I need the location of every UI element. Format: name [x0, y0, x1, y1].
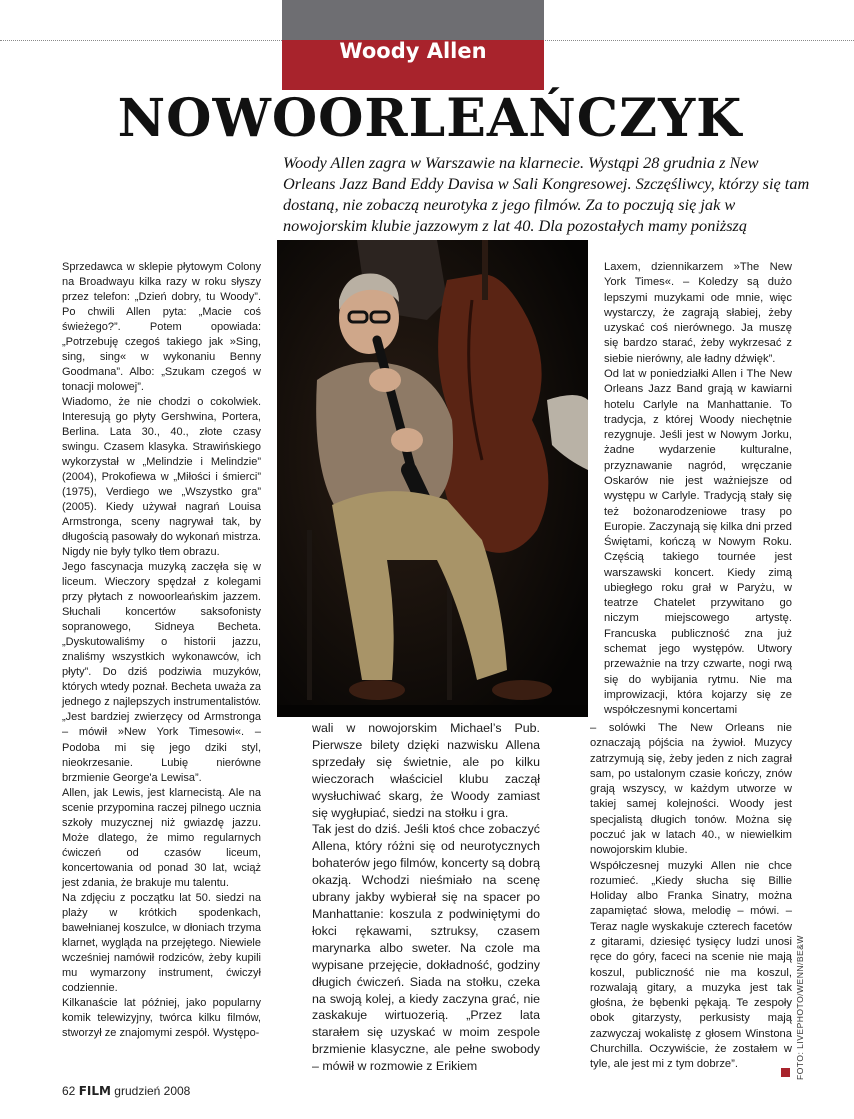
- column-1: [62, 260, 261, 1041]
- photo-credit: FOTO: LIVEPHOTO/WENN/BE&W: [795, 935, 805, 1080]
- paragraph: Laxem, dziennikarzem »The New York Times«. – Koledzy są dużo lepszymi muzykami ode mnie, więc wystarczy, że zagrają słabiej, żeby uzyskać coś nierównego. Ja muszę się bardzo starać, żeby wykrzesać z siebie nierówny, ale ładny dźwięk”.: [604, 261, 792, 365]
- column-3-bottom: [590, 721, 792, 1072]
- article-photo: [277, 240, 588, 717]
- article-title: NOWOORLEAŃCZYK: [117, 88, 743, 149]
- paragraph: Tak jest do dziś. Jeśli ktoś chce zobaczyć Allena, który różni się od neurotycznych bohaterów jego filmów, koncerty są dobrą okazją. Wchodzi nieśmiało na scenę ubrany jakby wybierał się na spacer po Manhattanie: koszula z podwiniętymi do łokci rękawami, sztruksy, czasem marynarka albo sweter. Na czole ma wypisane przejęcie, dokładność, godziny długich ćwiczeń. Siada na stołku, czeka na swoją kolej, a kiedy zaczyna grać, nie zaskakuje wirtuozerią. „Przez lata starałem się uzyskać w moim zespole brzmienie klasyczne, ale pełne swobody – mówił w rozmowie z Erikiem: [312, 822, 540, 1074]
- paragraph: Wiadomo, że nie chodzi o cokolwiek. Interesują go płyty Gershwina, Portera, Berlina. Lata 30., 40., złote czasy swingu. Czasem klasyka. Strawińskiego wykorzystał w „Melindzie i Melindzie” (2004), Prokofiewa w „Miłości i śmierci” (1975), Verdiego we „Wszystko gra” (2005). Kiedy używał nagrań Louisa Armstronga, sceny nagrywał tak, by długością pasowały do wykonań mistrza. Nigdy nie były tylko tłem obrazu.: [62, 396, 261, 559]
- end-mark-icon: [781, 1068, 790, 1077]
- paragraph: Allen, jak Lewis, jest klarnecistą. Ale na scenie przypomina raczej pilnego ucznia szkoły muzycznej niż gwiazdę jazzu. Może dlatego, że mimo regularnych ćwiczeń od czasów liceum, koncertowania od ponad 30 lat, wciąż jest zdania, że brakuje mu talentu.: [62, 786, 261, 889]
- section-banner: [282, 40, 544, 90]
- header-gray-band: [282, 0, 544, 40]
- paragraph: Sprzedawca w sklepie płytowym Colony na Broadwayu kilka razy w roku słyszy przez telefon: „Dzień dobry, tu Woody”. Po chwili Allen pyta: „Macie coś świeżego?”. Potem opowiada: „Potrzebuję czegoś takiego jak »Sing, sing, sing« w wykonaniu Benny Goodmana”. Albo: „Szukam czegoś w tonacji molowej”.: [62, 261, 261, 394]
- paragraph: Na zdjęciu z początku lat 50. siedzi na plaży w krótkich spodenkach, bawełnianej koszulce, w dłoniach trzyma klarnet, wygląda na przejętego. Niewiele wcześniej namówił rodziców, żeby kupili mu wymarzony instrument, ćwiczył codziennie.: [62, 891, 261, 994]
- issue-date: grudzień 2008: [114, 1084, 191, 1098]
- column-3-top: [604, 260, 792, 718]
- paragraph: wali w nowojorskim Michael’s Pub. Pierwsze bilety dzięki nazwisku Allena sprzedały się świetnie, ale po kilku wieczorach właściciel klubu zaczął wysłuchiwać skarg, że Woody zamiast się wygłupiać, siedzi na stołku i gra.: [312, 721, 540, 820]
- paragraph: Jego fascynacja muzyką zaczęła się w liceum. Wieczory spędzał z kolegami przy płytach z nowoorleańskim jazzem. Słuchali koncertów saksofonisty sopranowego, Sidneya Becheta. „Dyskutowaliśmy o historii jazzu, znaliśmy wszystkich wykonawców, ich płyty”. Do dziś podziwia muzyków, których wtedy poznał. Becheta uważa za jednego z najlepszych instrumentalistów. „Jest bardziej zwierzęcy od Armstronga – mówił »New York Timesowi«. – Podoba mi się jego dziki styl, nieokrzesanie. Lubię nierówne brzmienie George'a Lewisa”.: [62, 561, 261, 784]
- paragraph: Od lat w poniedziałki Allen i The New Orleans Jazz Band grają w kawiarni hotelu Carlyle na Manhattanie. To tradycja, z której Woody niechętnie rezygnuje. Jeśli jest w Nowym Jorku, żadne wydarzenie kulturalne, przyznawanie nagród, wręczanie Oskarów nie jest ważniejsze od występu w Carlyle. Tradycją stały się też bożonarodzeniowe trasy po Europie. Zaczynają się kilka dni przed Świętami, kończą w Nowym Roku. Częścią takiego tournée jest warszawski koncert. Kiedy zimą ubiegłego roku grał w Paryżu, w teatrze Chatelet przywitano go niczym miejscowego artystę. Francuska publiczność zna już schemat jego występów. Utwory przeważnie na trzy czwarte, nogi rwą się do wybijania rytmu. Nie ma improwizacji, która kojarzy się ze współczesnymi koncertami: [604, 367, 792, 717]
- section-label: Woody Allen: [339, 39, 487, 63]
- paragraph: Współczesnej muzyki Allen nie chce rozumieć. „Kiedy słucha się Billie Holiday albo Franka Sinatry, można zapamiętać słowa, melodię – mówi. – Teraz nagle wyskakuje czterech facetów z gitarami, dziesięć tysięcy ludzi unosi ręce do góry, faceci na scenie nie mają koszul, publiczność nie ma koszul, rozwalają gitary, a muzyka jest tak głośna, że bębenki pękają. Te zespoły obok gitarzysty, perkusisty mają zazwyczaj wokalistę z głosem Winstona Churchilla. Oczywiście, że zostałem w tyle, ale jest mi z tym dobrze”.: [590, 859, 792, 1071]
- paragraph: – solówki The New Orleans nie oznaczają pójścia na żywioł. Muzycy zatrzymują się, żeby jeden z nich zagrał sam, po ustalonym czasie kończy, znów grają wszyscy, w każdym utworze w takiej samej kolejności. Woody jest specjalistą długich tonów. Można się poczuć jak w latach 40., w niewielkim nowojorskim klubie.: [590, 722, 792, 857]
- page-footer: [62, 1084, 190, 1098]
- article-lead: Woody Allen zagra w Warszawie na klarnecie. Wystąpi 28 grudnia z New Orleans Jazz Band Eddy Davisa w Sali Kongresowej. Szczęśliwcy, którzy się tam dostaną, nie zobaczą neurotyka z jego filmów. Za to poczują się jak w nowojorskim klubie jazzowym z lat 40. Dla pozostałych mamy poniższą: [283, 153, 810, 235]
- paragraph: Kilkanaście lat później, jako popularny komik telewizyjny, twórca kilku filmów, stworzył ze znajomymi zespół. Występo-: [62, 996, 261, 1039]
- column-2: [312, 720, 540, 1075]
- page-number: 62: [62, 1084, 76, 1098]
- magazine-name: FILM: [78, 1084, 111, 1098]
- clarinet-player-illustration: [277, 240, 588, 717]
